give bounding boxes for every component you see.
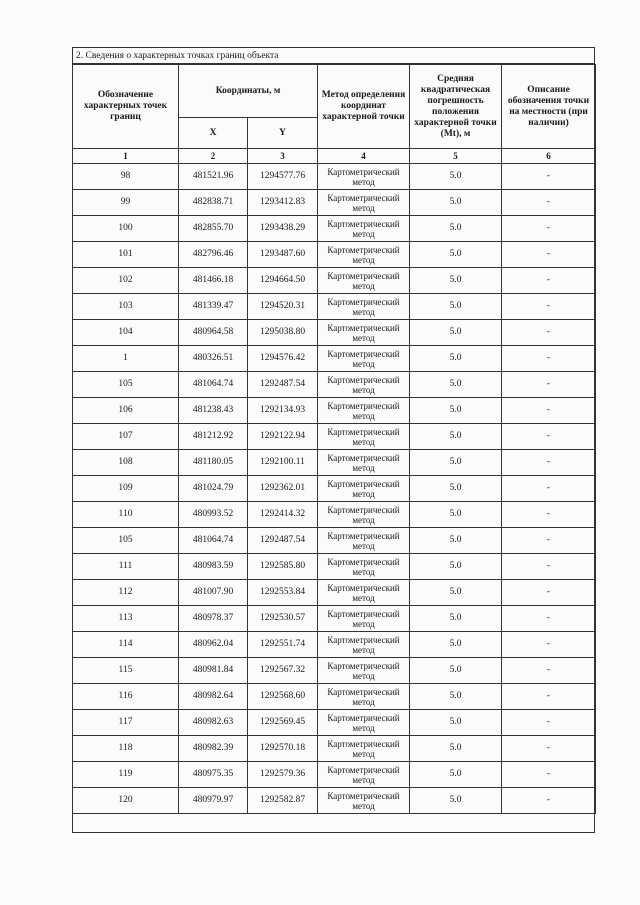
x-coordinate-cell: 481238.43 (179, 398, 248, 424)
description-cell: - (502, 424, 596, 450)
error-cell: 5.0 (410, 450, 502, 476)
x-coordinate-cell: 481212.92 (179, 424, 248, 450)
table-row (73, 398, 596, 424)
description-cell: - (502, 294, 596, 320)
x-coordinate-cell: 481007.90 (179, 580, 248, 606)
error-cell: 5.0 (410, 242, 502, 268)
x-coordinate-cell: 480981.84 (179, 658, 248, 684)
x-coordinate-cell: 480964.58 (179, 320, 248, 346)
y-coordinate-cell: 1292585.80 (248, 554, 318, 580)
x-coordinate-cell: 480979.97 (179, 788, 248, 814)
error-cell: 5.0 (410, 294, 502, 320)
point-designation-cell: 104 (73, 320, 179, 346)
x-coordinate-cell: 481466.18 (179, 268, 248, 294)
error-cell: 5.0 (410, 320, 502, 346)
table-row (73, 294, 596, 320)
table-row (73, 658, 596, 684)
x-coordinate-cell: 480978.37 (179, 606, 248, 632)
method-cell: Картометрический метод (318, 762, 410, 788)
description-cell: - (502, 632, 596, 658)
table-row (73, 424, 596, 450)
table-row (73, 606, 596, 632)
x-coordinate-cell: 480982.64 (179, 684, 248, 710)
error-cell: 5.0 (410, 164, 502, 190)
x-coordinate-cell: 481024.79 (179, 476, 248, 502)
description-cell: - (502, 190, 596, 216)
x-coordinate-cell: 480982.63 (179, 710, 248, 736)
description-cell: - (502, 580, 596, 606)
method-cell: Картометрический метод (318, 580, 410, 606)
table-body (73, 164, 596, 814)
error-cell: 5.0 (410, 190, 502, 216)
header-designation: Обозначение характерных точек границ (73, 65, 179, 149)
method-cell: Картометрический метод (318, 216, 410, 242)
x-coordinate-cell: 482838.71 (179, 190, 248, 216)
x-coordinate-cell: 482796.46 (179, 242, 248, 268)
y-coordinate-cell: 1293487.60 (248, 242, 318, 268)
description-cell: - (502, 710, 596, 736)
error-cell: 5.0 (410, 216, 502, 242)
method-cell: Картометрический метод (318, 736, 410, 762)
table-row (73, 190, 596, 216)
table-row (73, 762, 596, 788)
header-description: Описание обозначения точки на местности (при наличии) (502, 65, 596, 149)
description-cell: - (502, 684, 596, 710)
description-cell: - (502, 450, 596, 476)
column-number: 3 (248, 149, 318, 164)
point-designation-cell: 115 (73, 658, 179, 684)
x-coordinate-cell: 481339.47 (179, 294, 248, 320)
y-coordinate-cell: 1292100.11 (248, 450, 318, 476)
error-cell: 5.0 (410, 632, 502, 658)
column-number: 1 (73, 149, 179, 164)
y-coordinate-cell: 1295038.80 (248, 320, 318, 346)
y-coordinate-cell: 1292567.32 (248, 658, 318, 684)
header-method: Метод определения координат характерной точки (318, 65, 410, 149)
error-cell: 5.0 (410, 528, 502, 554)
table-row (73, 580, 596, 606)
method-cell: Картометрический метод (318, 606, 410, 632)
description-cell: - (502, 320, 596, 346)
error-cell: 5.0 (410, 580, 502, 606)
point-designation-cell: 118 (73, 736, 179, 762)
y-coordinate-cell: 1292362.01 (248, 476, 318, 502)
method-cell: Картометрический метод (318, 320, 410, 346)
y-coordinate-cell: 1293438.29 (248, 216, 318, 242)
table-row (73, 632, 596, 658)
point-designation-cell: 112 (73, 580, 179, 606)
y-coordinate-cell: 1292579.36 (248, 762, 318, 788)
description-cell: - (502, 268, 596, 294)
method-cell: Картометрический метод (318, 450, 410, 476)
table-row (73, 346, 596, 372)
table-row (73, 216, 596, 242)
point-designation-cell: 100 (73, 216, 179, 242)
point-designation-cell: 120 (73, 788, 179, 814)
y-coordinate-cell: 1292569.45 (248, 710, 318, 736)
y-coordinate-cell: 1292553.84 (248, 580, 318, 606)
y-coordinate-cell: 1292134.93 (248, 398, 318, 424)
column-number-row (73, 149, 596, 164)
point-designation-cell: 110 (73, 502, 179, 528)
method-cell: Картометрический метод (318, 268, 410, 294)
error-cell: 5.0 (410, 736, 502, 762)
x-coordinate-cell: 482855.70 (179, 216, 248, 242)
error-cell: 5.0 (410, 268, 502, 294)
error-cell: 5.0 (410, 684, 502, 710)
x-coordinate-cell: 481064.74 (179, 372, 248, 398)
table-row (73, 736, 596, 762)
error-cell: 5.0 (410, 658, 502, 684)
method-cell: Картометрический метод (318, 658, 410, 684)
y-coordinate-cell: 1292122.94 (248, 424, 318, 450)
point-designation-cell: 103 (73, 294, 179, 320)
description-cell: - (502, 528, 596, 554)
method-cell: Картометрический метод (318, 164, 410, 190)
point-designation-cell: 117 (73, 710, 179, 736)
table-row (73, 528, 596, 554)
point-designation-cell: 105 (73, 372, 179, 398)
table-row (73, 710, 596, 736)
section-title: 2. Сведения о характерных точках границ объекта (73, 48, 594, 64)
point-designation-cell: 1 (73, 346, 179, 372)
table-row (73, 268, 596, 294)
point-designation-cell: 101 (73, 242, 179, 268)
x-coordinate-cell: 481180.05 (179, 450, 248, 476)
point-designation-cell: 99 (73, 190, 179, 216)
header-y: Y (248, 118, 318, 149)
y-coordinate-cell: 1292487.54 (248, 372, 318, 398)
point-designation-cell: 109 (73, 476, 179, 502)
y-coordinate-cell: 1294576.42 (248, 346, 318, 372)
method-cell: Картометрический метод (318, 346, 410, 372)
description-cell: - (502, 476, 596, 502)
error-cell: 5.0 (410, 502, 502, 528)
x-coordinate-cell: 481064.74 (179, 528, 248, 554)
table-row (73, 554, 596, 580)
y-coordinate-cell: 1292582.87 (248, 788, 318, 814)
y-coordinate-cell: 1294664.50 (248, 268, 318, 294)
x-coordinate-cell: 481521.96 (179, 164, 248, 190)
column-number: 4 (318, 149, 410, 164)
description-cell: - (502, 398, 596, 424)
description-cell: - (502, 606, 596, 632)
description-cell: - (502, 372, 596, 398)
x-coordinate-cell: 480326.51 (179, 346, 248, 372)
y-coordinate-cell: 1292530.57 (248, 606, 318, 632)
y-coordinate-cell: 1294577.76 (248, 164, 318, 190)
table-row (73, 242, 596, 268)
error-cell: 5.0 (410, 398, 502, 424)
x-coordinate-cell: 480983.59 (179, 554, 248, 580)
document-sheet (72, 47, 595, 833)
table-row (73, 684, 596, 710)
point-designation-cell: 98 (73, 164, 179, 190)
column-number: 2 (179, 149, 248, 164)
description-cell: - (502, 554, 596, 580)
x-coordinate-cell: 480962.04 (179, 632, 248, 658)
description-cell: - (502, 164, 596, 190)
method-cell: Картометрический метод (318, 424, 410, 450)
error-cell: 5.0 (410, 372, 502, 398)
method-cell: Картометрический метод (318, 710, 410, 736)
method-cell: Картометрический метод (318, 242, 410, 268)
table-row (73, 320, 596, 346)
method-cell: Картометрический метод (318, 632, 410, 658)
point-designation-cell: 111 (73, 554, 179, 580)
error-cell: 5.0 (410, 762, 502, 788)
column-number: 5 (410, 149, 502, 164)
description-cell: - (502, 658, 596, 684)
description-cell: - (502, 762, 596, 788)
method-cell: Картометрический метод (318, 528, 410, 554)
method-cell: Картометрический метод (318, 502, 410, 528)
method-cell: Картометрический метод (318, 788, 410, 814)
description-cell: - (502, 502, 596, 528)
x-coordinate-cell: 480982.39 (179, 736, 248, 762)
y-coordinate-cell: 1294520.31 (248, 294, 318, 320)
header-coordinates: Координаты, м (179, 65, 318, 118)
description-cell: - (502, 242, 596, 268)
description-cell: - (502, 736, 596, 762)
point-designation-cell: 113 (73, 606, 179, 632)
boundary-points-table (72, 64, 596, 814)
y-coordinate-cell: 1292568.60 (248, 684, 318, 710)
method-cell: Картометрический метод (318, 190, 410, 216)
error-cell: 5.0 (410, 788, 502, 814)
point-designation-cell: 114 (73, 632, 179, 658)
description-cell: - (502, 346, 596, 372)
y-coordinate-cell: 1293412.83 (248, 190, 318, 216)
point-designation-cell: 107 (73, 424, 179, 450)
table-row (73, 164, 596, 190)
point-designation-cell: 119 (73, 762, 179, 788)
method-cell: Картометрический метод (318, 684, 410, 710)
point-designation-cell: 106 (73, 398, 179, 424)
column-number: 6 (502, 149, 596, 164)
point-designation-cell: 105 (73, 528, 179, 554)
method-cell: Картометрический метод (318, 554, 410, 580)
error-cell: 5.0 (410, 554, 502, 580)
y-coordinate-cell: 1292414.32 (248, 502, 318, 528)
description-cell: - (502, 216, 596, 242)
x-coordinate-cell: 480993.52 (179, 502, 248, 528)
table-row (73, 476, 596, 502)
error-cell: 5.0 (410, 424, 502, 450)
table-row (73, 788, 596, 814)
error-cell: 5.0 (410, 606, 502, 632)
point-designation-cell: 102 (73, 268, 179, 294)
point-designation-cell: 108 (73, 450, 179, 476)
method-cell: Картометрический метод (318, 476, 410, 502)
table-row (73, 450, 596, 476)
x-coordinate-cell: 480975.35 (179, 762, 248, 788)
y-coordinate-cell: 1292551.74 (248, 632, 318, 658)
error-cell: 5.0 (410, 710, 502, 736)
header-x: X (179, 118, 248, 149)
method-cell: Картометрический метод (318, 372, 410, 398)
table-row (73, 502, 596, 528)
table-row (73, 372, 596, 398)
method-cell: Картометрический метод (318, 294, 410, 320)
description-cell: - (502, 788, 596, 814)
point-designation-cell: 116 (73, 684, 179, 710)
method-cell: Картометрический метод (318, 398, 410, 424)
y-coordinate-cell: 1292487.54 (248, 528, 318, 554)
error-cell: 5.0 (410, 476, 502, 502)
y-coordinate-cell: 1292570.18 (248, 736, 318, 762)
error-cell: 5.0 (410, 346, 502, 372)
header-error: Средняя квадратическая погрешность положения характерной точки (Mt), м (410, 65, 502, 149)
